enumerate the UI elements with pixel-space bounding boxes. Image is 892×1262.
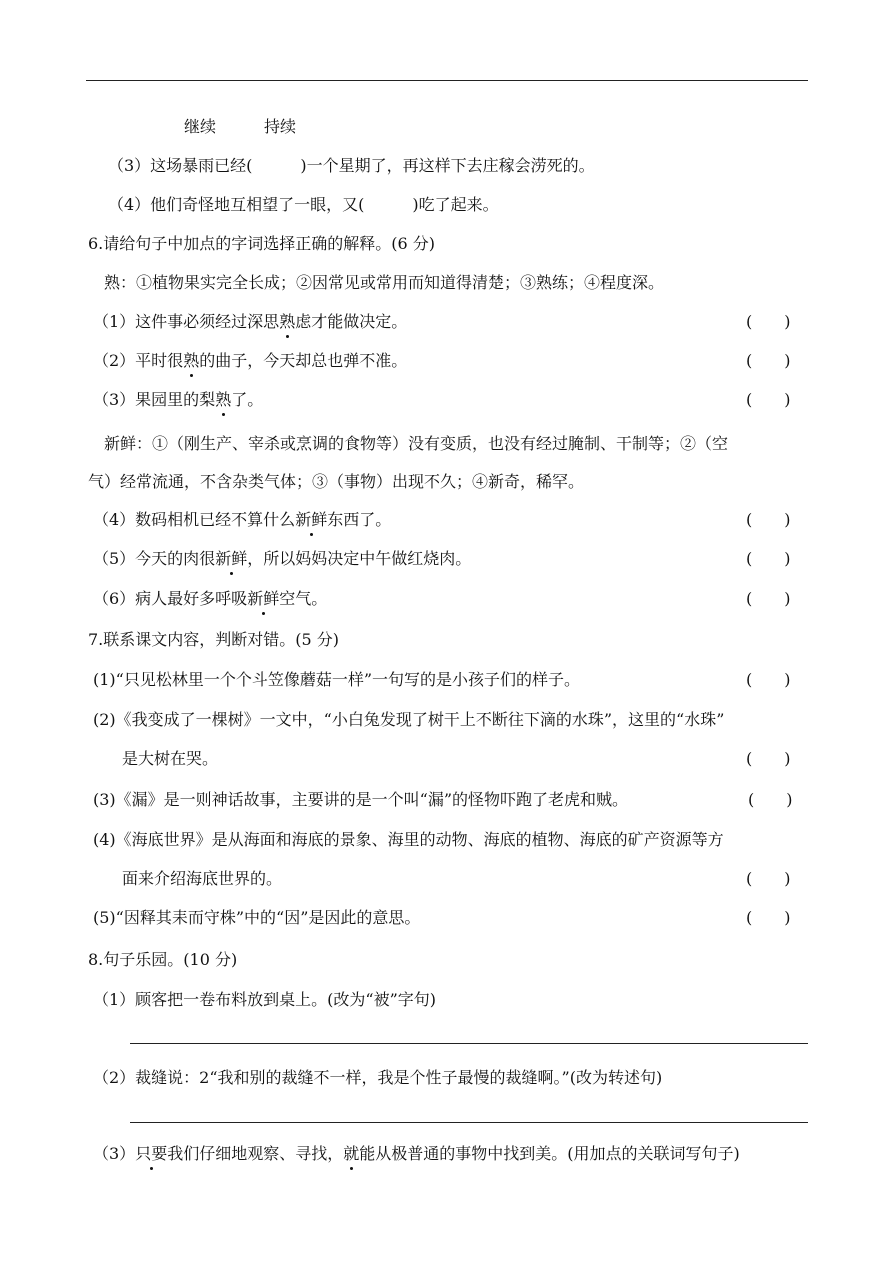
dotted-word: 新鲜: [215, 549, 248, 568]
word-option-2: 持续: [264, 117, 297, 136]
answer-bracket[interactable]: ( ): [746, 908, 791, 927]
q7-title: 7.联系课文内容，判断对错。(5 分): [88, 630, 340, 649]
q7-item-1: (1)“只见松林里一个个斗笠像蘑菇一样”一句写的是小孩子们的样子。: [93, 670, 581, 689]
q7-item-5: (5)“因释其耒而守株”中的“因”是因此的意思。: [93, 908, 421, 927]
answer-bracket[interactable]: ( ): [746, 670, 791, 689]
dotted-word: 熟: [183, 351, 200, 370]
q6-item-1: （1）这件事必须经过深思熟虑才能做决定。: [93, 312, 408, 331]
dotted-word: 只要: [135, 1144, 168, 1163]
q8-item-2: （2）裁缝说：2“我和别的裁缝不一样，我是个性子最慢的裁缝啊。”(改为转述句): [93, 1068, 663, 1087]
answer-bracket[interactable]: ( ): [746, 869, 791, 888]
q6-item-6: （6）病人最好多呼吸新鲜空气。: [93, 589, 328, 608]
answer-bracket[interactable]: ( ): [746, 510, 791, 529]
q5-sentence-4: （4）他们奇怪地互相望了一眼，又( )吃了起来。: [108, 195, 499, 214]
xinxian-definition-line-2: 气）经常流通，不含杂类气体；③（事物）出现不久；④新奇，稀罕。: [88, 472, 585, 491]
answer-bracket[interactable]: ( ): [746, 312, 791, 331]
q7-item-4-line-2: 面来介绍海底世界的。: [122, 869, 283, 888]
answer-bracket[interactable]: ( ): [748, 790, 793, 809]
answer-line-1[interactable]: [130, 1043, 808, 1044]
answer-bracket[interactable]: ( ): [746, 390, 791, 409]
xinxian-definition-line-1: 新鲜：①（刚生产、宰杀或烹调的食物等）没有变质，也没有经过腌制、干制等；②（空: [104, 434, 729, 453]
dotted-word: 新鲜: [247, 589, 280, 608]
q6-item-5: （5）今天的肉很新鲜，所以妈妈决定中午做红烧肉。: [93, 549, 472, 568]
header-rule: [86, 80, 808, 81]
shu-definition: 熟：①植物果实完全长成；②因常见或常用而知道得清楚；③熟练；④程度深。: [104, 273, 665, 292]
q6-item-4: （4）数码相机已经不算什么新鲜东西了。: [93, 510, 392, 529]
dotted-word: 新鲜: [295, 510, 328, 529]
answer-bracket[interactable]: ( ): [746, 749, 791, 768]
word-option-1: 继续: [184, 117, 217, 136]
q6-item-3: （3）果园里的梨熟了。: [93, 390, 264, 409]
q7-item-4-line-1: (4)《海底世界》是从海面和海底的景象、海里的动物、海底的植物、海底的矿产资源等方: [93, 830, 724, 849]
q8-item-3: （3）只要我们仔细地观察、寻找，就能从极普通的事物中找到美。(用加点的关联词写句子): [93, 1144, 740, 1163]
answer-bracket[interactable]: ( ): [746, 351, 791, 370]
q6-item-2: （2）平时很熟的曲子，今天却总也弹不准。: [93, 351, 408, 370]
q5-sentence-3: （3）这场暴雨已经( )一个星期了，再这样下去庄稼会涝死的。: [108, 156, 595, 175]
q7-item-3: (3)《漏》是一则神话故事，主要讲的是一个叫“漏”的怪物吓跑了老虎和贼。: [93, 790, 629, 809]
dotted-word: 熟: [215, 390, 232, 409]
answer-bracket[interactable]: ( ): [746, 549, 791, 568]
dotted-word: 就: [343, 1144, 360, 1163]
answer-bracket[interactable]: ( ): [746, 589, 791, 608]
q8-item-1: （1）顾客把一卷布料放到桌上。(改为“被”字句): [93, 990, 437, 1009]
q7-item-2-line-2: 是大树在哭。: [122, 749, 219, 768]
dotted-word: 熟: [279, 312, 296, 331]
answer-line-2[interactable]: [130, 1122, 808, 1123]
q6-title: 6.请给句子中加点的字词选择正确的解释。(6 分): [88, 234, 436, 253]
q8-title: 8.句子乐园。(10 分): [88, 950, 238, 969]
q7-item-2-line-1: (2)《我变成了一棵树》一文中，“小白兔发现了树干上不断往下滴的水珠”，这里的“水珠”: [93, 710, 725, 729]
